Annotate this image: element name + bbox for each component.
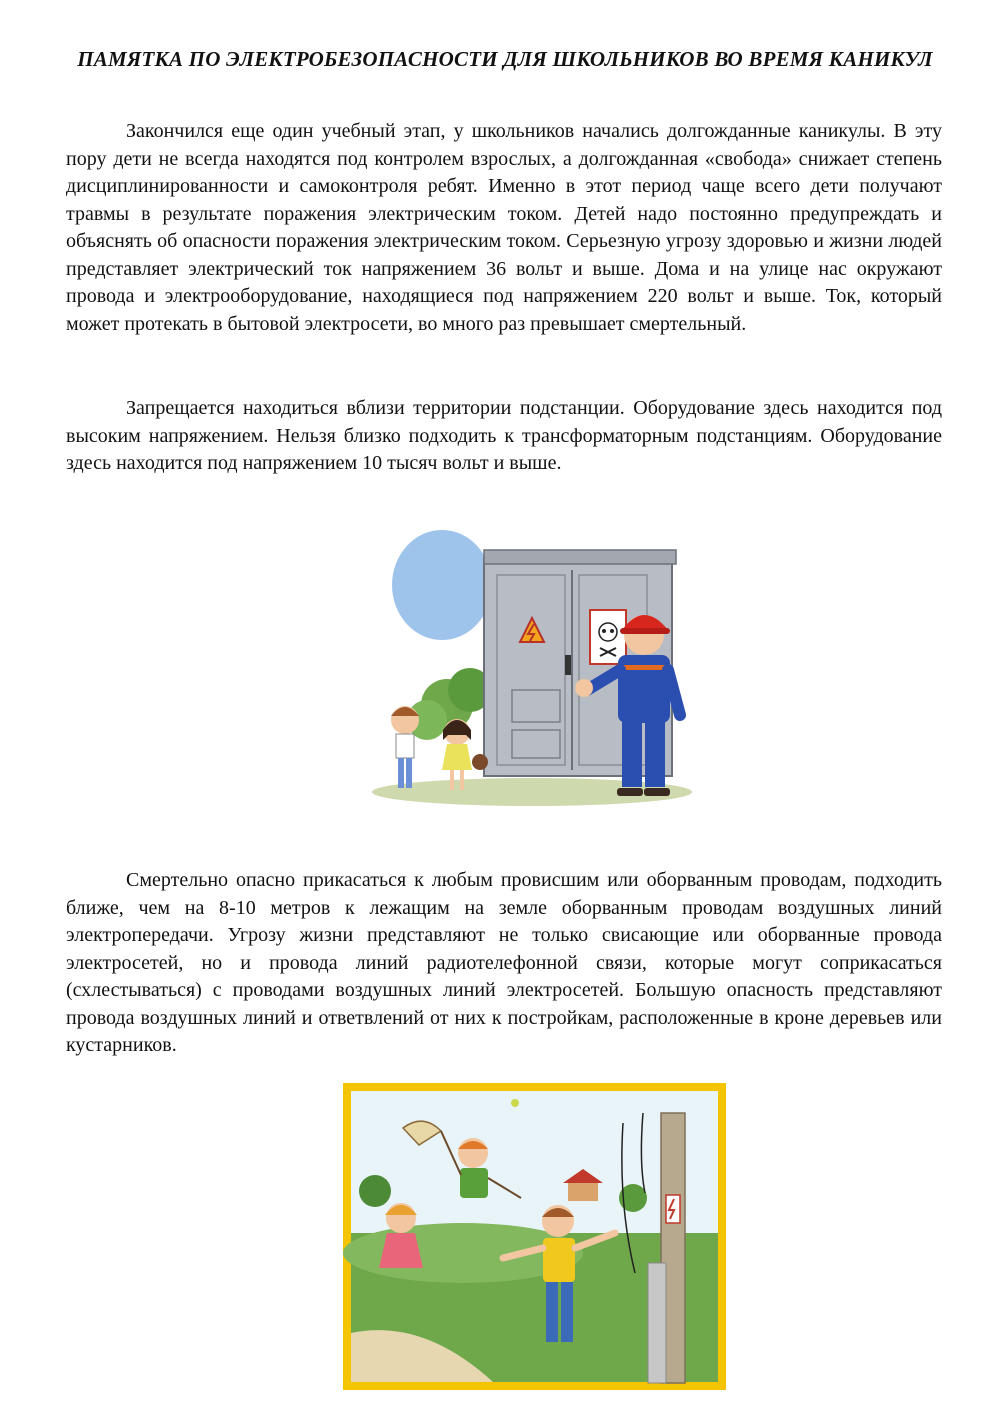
electrician-leg — [622, 715, 642, 787]
running-boy-shirt — [460, 1168, 488, 1198]
electrician-leg — [645, 715, 665, 787]
teddy-bear-icon — [472, 754, 488, 770]
paragraph-substation: Запрещается находиться вблизи территории подстанции. Оборудование здесь находится под высоким напряжением. Нельзя близко подходить к трансформаторным подстанциям. Оборудование здесь находится под напряжением 10 тысяч вольт и выше. — [66, 397, 942, 474]
stop-hand — [575, 679, 593, 697]
padlock-icon — [565, 655, 571, 675]
cabinet-roof — [484, 550, 676, 564]
paragraph-wires: Смертельно опасно прикасаться к любым провисшим или оборванным проводам, подходить ближе, чем на 8-10 метров к лежащим на земле оборванным проводам воздушных линий электропередачи. Угрозу жизни представляют не только свисающие или оборванные провода электросетей, но и провода линий радиотелефонной связи, которые могут соприкасаться (схлестываться) с проводами воздушных линий электросетей. Большую опасность представляют провода воздушных линий и ответвлений от них к постройкам, расположенные в кроне деревьев или кустарников. — [66, 869, 942, 1056]
concrete-support — [648, 1263, 666, 1383]
butterfly-icon — [511, 1099, 519, 1107]
boy-shirt — [543, 1238, 575, 1282]
document-title: ПАМЯТКА ПО ЭЛЕКТРОБЕЗОПАСНОСТИ ДЛЯ ШКОЛЬНИКОВ ВО ВРЕМЯ КАНИКУЛ — [77, 47, 933, 71]
paragraph-intro: Закончился еще один учебный этап, у школьников начались долгожданные каникулы. В эту пору дети не всегда находятся под контролем взрослых, а долгожданная «свобода» снижает степень дисциплинированности и самоконтроля ребят. Именно в этот период чаще всего дети получают травмы в результате поражения электрическим током. Детей надо постоянно предупреждать и объяснять об опасности поражения электрическим током. Серьезную угрозу здоровью и жизни людей представляет электрический ток напряжением 36 вольт и выше. Дома и на улице нас окружают провода и электрооборудование, находящиеся под напряжением 220 вольт и выше. Ток, который может протекать в бытовой электросети, во много раз превышает смертельный. — [66, 120, 942, 335]
boy-shirt — [396, 734, 414, 758]
substation-illustration — [362, 530, 707, 810]
house-icon — [568, 1183, 598, 1201]
sky-blob — [392, 530, 492, 640]
girl-dress — [442, 744, 472, 770]
power-line-illustration — [343, 1083, 726, 1390]
